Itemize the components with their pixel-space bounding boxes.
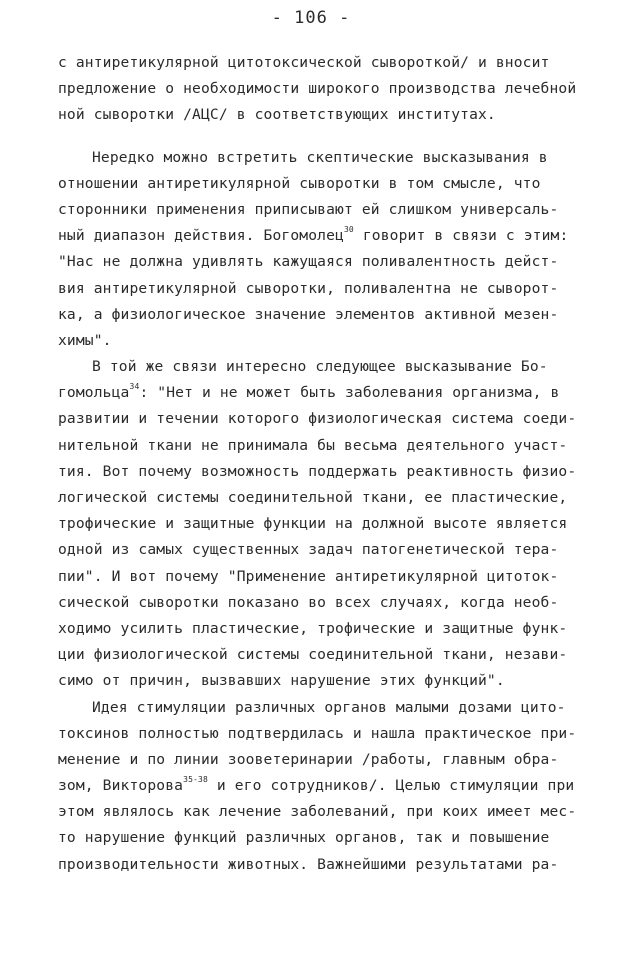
- text-line: [58, 433, 578, 459]
- reference-superscript: 35-38: [183, 775, 208, 785]
- text-line: [58, 102, 578, 128]
- line-text: токсинов полностью подтвердилась и нашла практическое при-: [58, 724, 577, 742]
- text-line: [58, 852, 578, 878]
- text-line: [58, 642, 578, 668]
- line-text: одной из самых существенных задач патогенетической тера-: [58, 541, 559, 559]
- text-line: [58, 76, 578, 102]
- text-line: [58, 145, 578, 171]
- line-text: развитии и течении которого физиологическая система соеди-: [58, 410, 577, 428]
- line-text: тия. Вот почему возможность поддержать реактивность физио-: [58, 462, 577, 480]
- paragraph-gap: [58, 129, 578, 145]
- line-text: Идея стимуляции различных органов малыми дозами цито-: [92, 698, 566, 716]
- text-line: [58, 695, 578, 721]
- text-line: [58, 721, 578, 747]
- text-line: [58, 511, 578, 537]
- line-text: менение и по линии зооветеринарии /работы, главным обра-: [58, 750, 559, 768]
- page-number: - 106 -: [271, 8, 351, 28]
- line-text: зом, Викторова: [58, 777, 184, 795]
- line-text: "Нас не должна удивлять кажущаяся поливалентность дейст-: [58, 253, 559, 271]
- line-text: гомольца: [58, 384, 130, 402]
- text-line: [58, 825, 578, 851]
- line-text: предложение о необходимости широкого производства лечебной: [58, 80, 577, 98]
- line-text: ный диапазон действия. Богомолец: [58, 227, 344, 245]
- line-text: симо от причин, вызвавших нарушение этих функций".: [58, 672, 505, 690]
- text-line: [58, 616, 578, 642]
- line-text: ной сыворотки /АЦС/ в соответствующих институтах.: [58, 106, 496, 124]
- text-line: [58, 302, 578, 328]
- text-line: [58, 354, 578, 380]
- text-line: [58, 50, 578, 76]
- text-line: [58, 380, 578, 406]
- text-line: [58, 406, 578, 432]
- line-text: пии". И вот почему "Применение антиретикулярной цитоток-: [58, 567, 559, 585]
- line-text: отношении антиретикулярной сыворотки в том смысле, что: [58, 174, 541, 192]
- line-text: производительности животных. Важнейшими результатами ра-: [58, 855, 559, 873]
- line-text: логической системы соединительной ткани, ее пластические,: [58, 489, 568, 506]
- reference-superscript: 34: [129, 382, 140, 392]
- text-line: [58, 564, 578, 590]
- line-text: сторонники применения приписывают ей слишком универсаль-: [58, 200, 559, 218]
- line-text: нительной ткани не принимала бы весьма деятельного участ-: [58, 436, 568, 454]
- text-line: [58, 459, 578, 485]
- line-text: этом являлось как лечение заболеваний, при коих имеет мес-: [58, 803, 577, 821]
- line-text: ции физиологической системы соединительной ткани, незави-: [58, 646, 568, 664]
- text-line: [58, 249, 578, 275]
- text-line: [58, 171, 578, 197]
- line-text: то нарушение функций различных органов, так и повышение: [58, 829, 550, 847]
- line-text: Нередко можно встретить скептические высказывания в: [92, 148, 548, 166]
- reference-superscript: 30: [343, 225, 354, 235]
- text-line: [58, 276, 578, 302]
- text-line: [58, 668, 578, 694]
- body-text: [58, 50, 578, 878]
- text-line: [58, 197, 578, 223]
- line-text-continued: говорит в связи с этим:: [353, 227, 569, 245]
- text-line: [58, 773, 578, 799]
- text-line: [58, 799, 578, 825]
- text-line: [58, 485, 578, 511]
- line-text: трофические и защитные функции на должной высоте является: [58, 515, 568, 533]
- line-text-continued: и его сотрудников/. Целью стимуляции при: [207, 777, 575, 795]
- text-line: [58, 747, 578, 773]
- text-line: [58, 223, 578, 249]
- line-text: В той же связи интересно следующее высказывание Бо-: [92, 358, 548, 376]
- line-text: ка, а физиологическое значение элементов активной мезен-: [58, 305, 559, 323]
- line-text: ходимо усилить пластические, трофические и защитные функ-: [58, 619, 568, 637]
- text-line: [58, 328, 578, 354]
- line-text: с антиретикулярной цитотоксической сывороткой/ и вносит: [58, 54, 550, 71]
- text-line: [58, 537, 578, 563]
- line-text-continued: : "Нет и не может быть заболевания организма, в: [139, 384, 560, 402]
- line-text: вия антиретикулярной сыворотки, поливалентна не сыворот-: [58, 279, 559, 297]
- line-text: сической сыворотки показано во всех случаях, когда необ-: [58, 593, 559, 611]
- text-line: [58, 590, 578, 616]
- line-text: химы".: [58, 331, 112, 349]
